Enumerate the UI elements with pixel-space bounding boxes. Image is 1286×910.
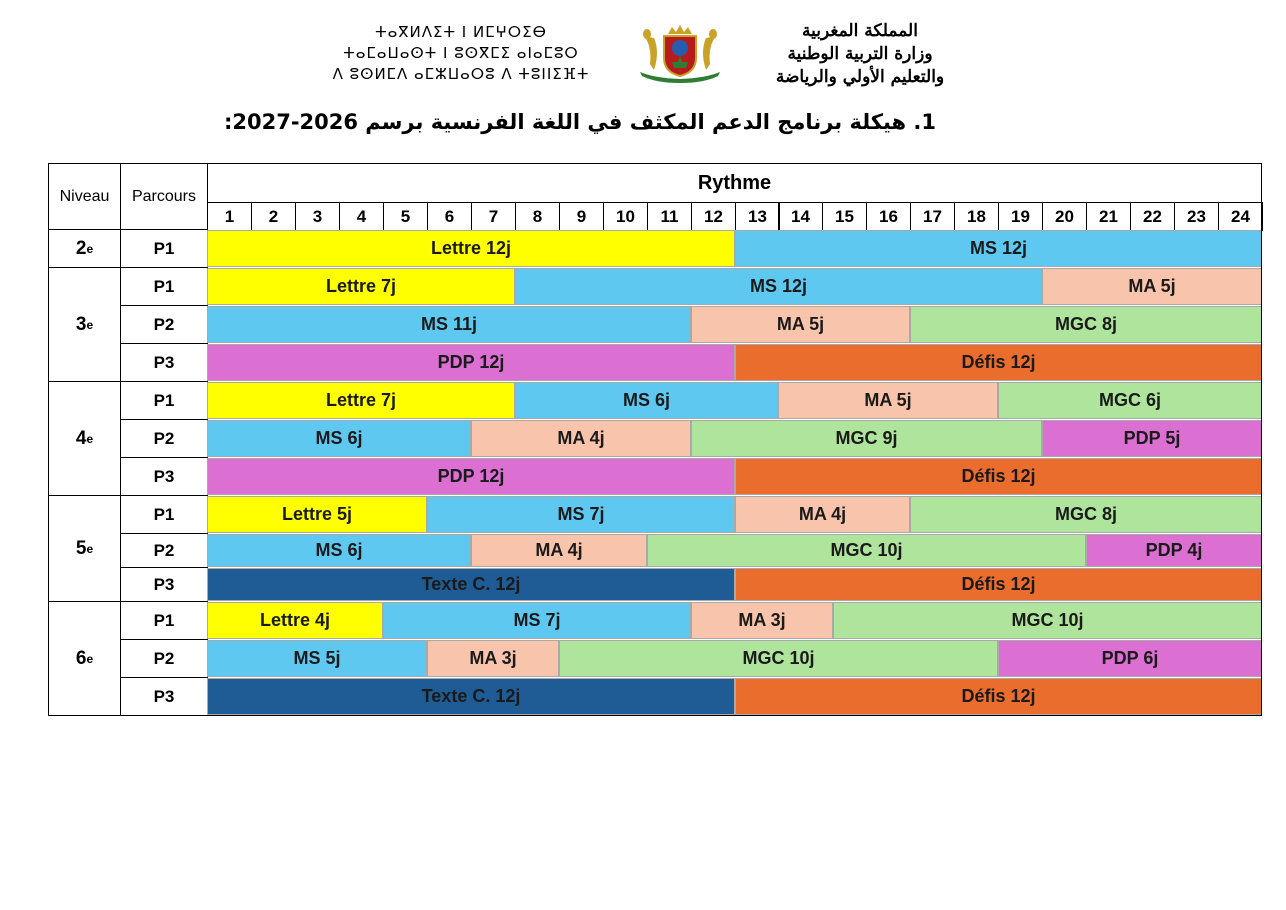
niveau-suffix: e xyxy=(86,431,94,446)
arabic-line-1: المملكة المغربية xyxy=(802,21,918,41)
niveau-label xyxy=(48,229,121,268)
tifinagh-ministry-name xyxy=(296,22,626,85)
schedule-segment: Défis 12j xyxy=(735,678,1262,715)
niveau-number: 2 xyxy=(75,237,87,259)
day-number: 19 xyxy=(998,202,1043,231)
morocco-coat-of-arms-icon xyxy=(634,22,726,84)
parcours-label: P2 xyxy=(120,639,208,678)
day-number: 22 xyxy=(1130,202,1175,231)
rythme-header: Rythme xyxy=(207,163,1262,203)
day-number: 20 xyxy=(1042,202,1087,231)
parcours-label: P1 xyxy=(120,267,208,306)
day-number: 2 xyxy=(251,202,296,231)
schedule-segment: MGC 6j xyxy=(998,382,1262,419)
schedule-segment: MA 4j xyxy=(471,534,647,567)
day-number: 9 xyxy=(559,202,604,231)
schedule-segment: MA 3j xyxy=(691,602,833,639)
parcours-label: P1 xyxy=(120,601,208,640)
schedule-segment: PDP 6j xyxy=(998,640,1262,677)
day-number: 6 xyxy=(427,202,472,231)
day-number: 4 xyxy=(339,202,384,231)
schedule-segment: Texte C. 12j xyxy=(207,678,735,715)
day-number: 14 xyxy=(778,202,823,231)
niveau-label xyxy=(48,601,121,716)
schedule-segment: Lettre 5j xyxy=(207,496,427,533)
day-number: 3 xyxy=(295,202,340,231)
schedule-segment: MGC 10j xyxy=(559,640,998,677)
niveau-number: 5 xyxy=(75,537,87,559)
day-number: 15 xyxy=(822,202,867,231)
schedule-segment: MS 11j xyxy=(207,306,691,343)
schedule-segment: MGC 8j xyxy=(910,306,1262,343)
schedule-segment: PDP 12j xyxy=(207,458,735,495)
niveau-number: 4 xyxy=(75,427,87,449)
day-number: 12 xyxy=(691,202,736,231)
schedule-segment: MA 4j xyxy=(735,496,910,533)
schedule-segment: Lettre 7j xyxy=(207,268,515,305)
niveau-suffix: e xyxy=(86,317,94,332)
day-number: 5 xyxy=(383,202,428,231)
schedule-segment: MA 4j xyxy=(471,420,691,457)
niveau-label xyxy=(48,495,121,602)
parcours-label: P3 xyxy=(120,457,208,496)
parcours-label: P3 xyxy=(120,677,208,716)
parcours-label: P2 xyxy=(120,533,208,568)
niveau-number: 6 xyxy=(75,647,87,669)
day-number: 11 xyxy=(647,202,692,231)
arabic-ministry-name xyxy=(730,20,990,89)
niveau-suffix: e xyxy=(86,241,94,256)
parcours-label: P2 xyxy=(120,419,208,458)
day-number: 8 xyxy=(515,202,560,231)
schedule-segment: MS 7j xyxy=(427,496,735,533)
schedule-segment: MA 5j xyxy=(691,306,910,343)
parcours-header: Parcours xyxy=(120,163,208,230)
schedule-segment: Lettre 4j xyxy=(207,602,383,639)
day-number: 18 xyxy=(954,202,999,231)
schedule-segment: Défis 12j xyxy=(735,458,1262,495)
schedule-table xyxy=(48,163,1262,719)
niveau-header: Niveau xyxy=(48,163,121,230)
niveau-suffix: e xyxy=(86,541,94,556)
schedule-segment: Lettre 7j xyxy=(207,382,515,419)
schedule-segment: MGC 10j xyxy=(647,534,1086,567)
day-number: 10 xyxy=(603,202,648,231)
arabic-line-3: والتعليم الأولي والرياضة xyxy=(775,67,945,87)
schedule-segment: Lettre 12j xyxy=(207,230,735,267)
parcours-label: P3 xyxy=(120,343,208,382)
day-number: 24 xyxy=(1218,202,1263,231)
parcours-label: P3 xyxy=(120,567,208,602)
schedule-segment: MS 6j xyxy=(207,420,471,457)
schedule-segment: MS 6j xyxy=(207,534,471,567)
schedule-segment: MGC 8j xyxy=(910,496,1262,533)
day-number: 13 xyxy=(735,202,780,231)
schedule-segment: MS 7j xyxy=(383,602,691,639)
parcours-label: P1 xyxy=(120,229,208,268)
niveau-label xyxy=(48,267,121,382)
schedule-segment: MA 5j xyxy=(778,382,998,419)
day-number: 7 xyxy=(471,202,516,231)
parcours-label: P2 xyxy=(120,305,208,344)
schedule-segment: Défis 12j xyxy=(735,344,1262,381)
schedule-segment: Défis 12j xyxy=(735,568,1262,601)
schedule-segment: MS 12j xyxy=(735,230,1262,267)
schedule-segment: MGC 10j xyxy=(833,602,1262,639)
niveau-number: 3 xyxy=(75,313,87,335)
tifinagh-line-3: ⴷ ⵓⵙⵍⵎⴷ ⴰⵎⵣⵡⴰⵔⵓ ⴷ ⵜⵓⵏⵏⵉⴼⵜ xyxy=(332,65,590,83)
schedule-segment: MA 5j xyxy=(1042,268,1262,305)
tifinagh-line-2: ⵜⴰⵎⴰⵡⴰⵙⵜ ⵏ ⵓⵙⴳⵎⵉ ⴰⵏⴰⵎⵓⵔ xyxy=(343,44,579,62)
schedule-segment: PDP 4j xyxy=(1086,534,1262,567)
parcours-label: P1 xyxy=(120,495,208,534)
schedule-segment: MS 12j xyxy=(515,268,1042,305)
day-number: 21 xyxy=(1086,202,1131,231)
schedule-segment: MS 5j xyxy=(207,640,427,677)
day-number: 1 xyxy=(207,202,252,231)
schedule-segment: MA 3j xyxy=(427,640,559,677)
schedule-segment: PDP 12j xyxy=(207,344,735,381)
day-number: 16 xyxy=(866,202,911,231)
document-title: 1. هيكلة برنامج الدعم المكثف في اللغة الفرنسية برسم 2026-2027: xyxy=(223,110,937,134)
niveau-label xyxy=(48,381,121,496)
tifinagh-line-1: ⵜⴰⴳⵍⴷⵉⵜ ⵏ ⵍⵎⵖⵔⵉⴱ xyxy=(375,23,547,41)
arabic-line-2: وزارة التربية الوطنية xyxy=(787,44,933,64)
schedule-segment: MS 6j xyxy=(515,382,778,419)
day-number: 23 xyxy=(1174,202,1219,231)
schedule-segment: PDP 5j xyxy=(1042,420,1262,457)
day-number: 17 xyxy=(910,202,955,231)
document-header xyxy=(0,0,1286,100)
schedule-segment: MGC 9j xyxy=(691,420,1042,457)
niveau-suffix: e xyxy=(86,651,94,666)
parcours-label: P1 xyxy=(120,381,208,420)
schedule-segment: Texte C. 12j xyxy=(207,568,735,601)
